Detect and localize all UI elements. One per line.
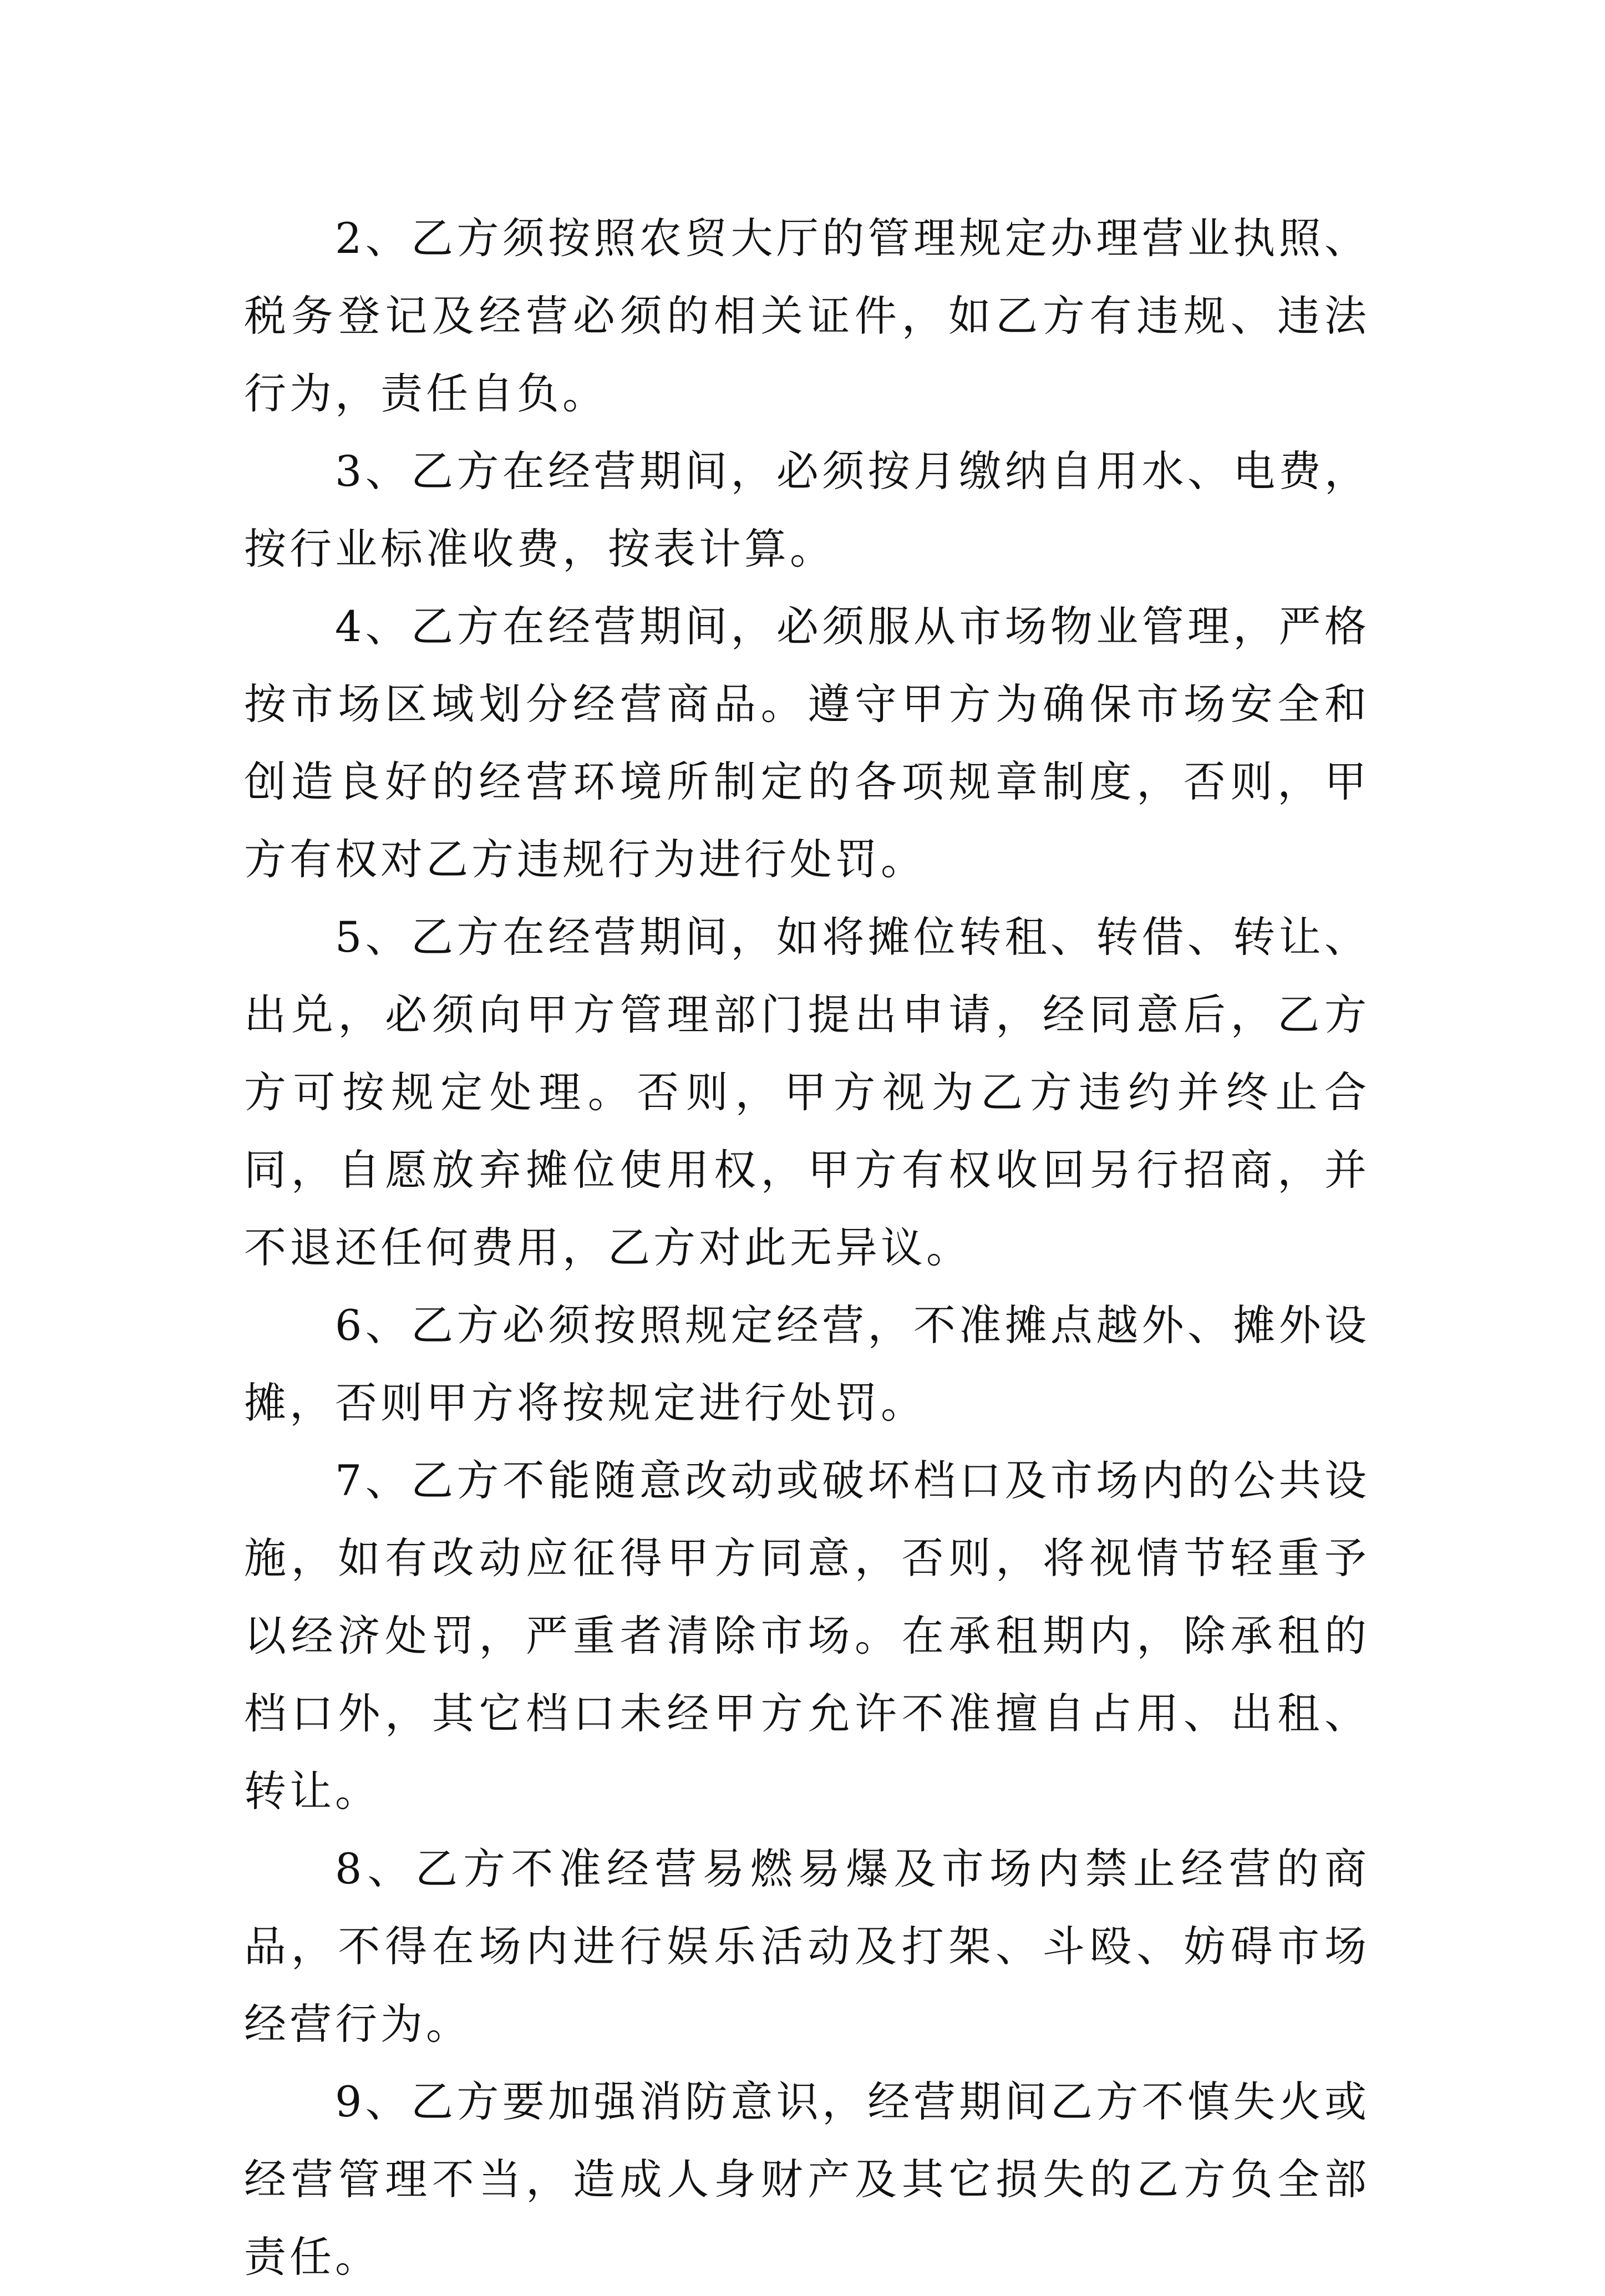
- clause-7: 7、乙方不能随意改动或破坏档口及市场内的公共设施，如有改动应征得甲方同意，否则，将视情节轻重予以经济处罚，严重者清除市场。在承租期内，除承租的档口外，其它档口未经甲方允许不准擅自占用、出租、转让。: [244, 1456, 1370, 1816]
- clause-8: 8、乙方不准经营易燃易爆及市场内禁止经营的商品，不得在场内进行娱乐活动及打架、斗殴、妨碍市场经营行为。: [244, 1844, 1370, 2049]
- clause-6: 6、乙方必须按照规定经营，不准摊点越外、摊外设摊，否则甲方将按规定进行处罚。: [244, 1301, 1370, 1428]
- clause-2: 2、乙方须按照农贸大厅的管理规定办理营业执照、税务登记及经营必须的相关证件，如乙方有违规、违法行为，责任自负。: [244, 214, 1370, 418]
- document-body: [244, 200, 1370, 2296]
- clause-4: 4、乙方在经营期间，必须服从市场物业管理，严格按市场区域划分经营商品。遵守甲方为确保市场安全和创造良好的经营环境所制定的各项规章制度，否则，甲方有权对乙方违规行为进行处罚。: [244, 602, 1370, 884]
- clause-5: 5、乙方在经营期间，如将摊位转租、转借、转让、出兑，必须向甲方管理部门提出申请，经同意后，乙方方可按规定处理。否则，甲方视为乙方违约并终止合同，自愿放弃摊位使用权，甲方有权收回另行招商，并不退还任何费用，乙方对此无异议。: [244, 912, 1370, 1272]
- clause-3: 3、乙方在经营期间，必须按月缴纳自用水、电费，按行业标准收费，按表计算。: [244, 446, 1370, 573]
- clause-9: 9、乙方要加强消防意识，经营期间乙方不慎失火或经营管理不当，造成人身财产及其它损失的乙方负全部责任。: [244, 2077, 1370, 2282]
